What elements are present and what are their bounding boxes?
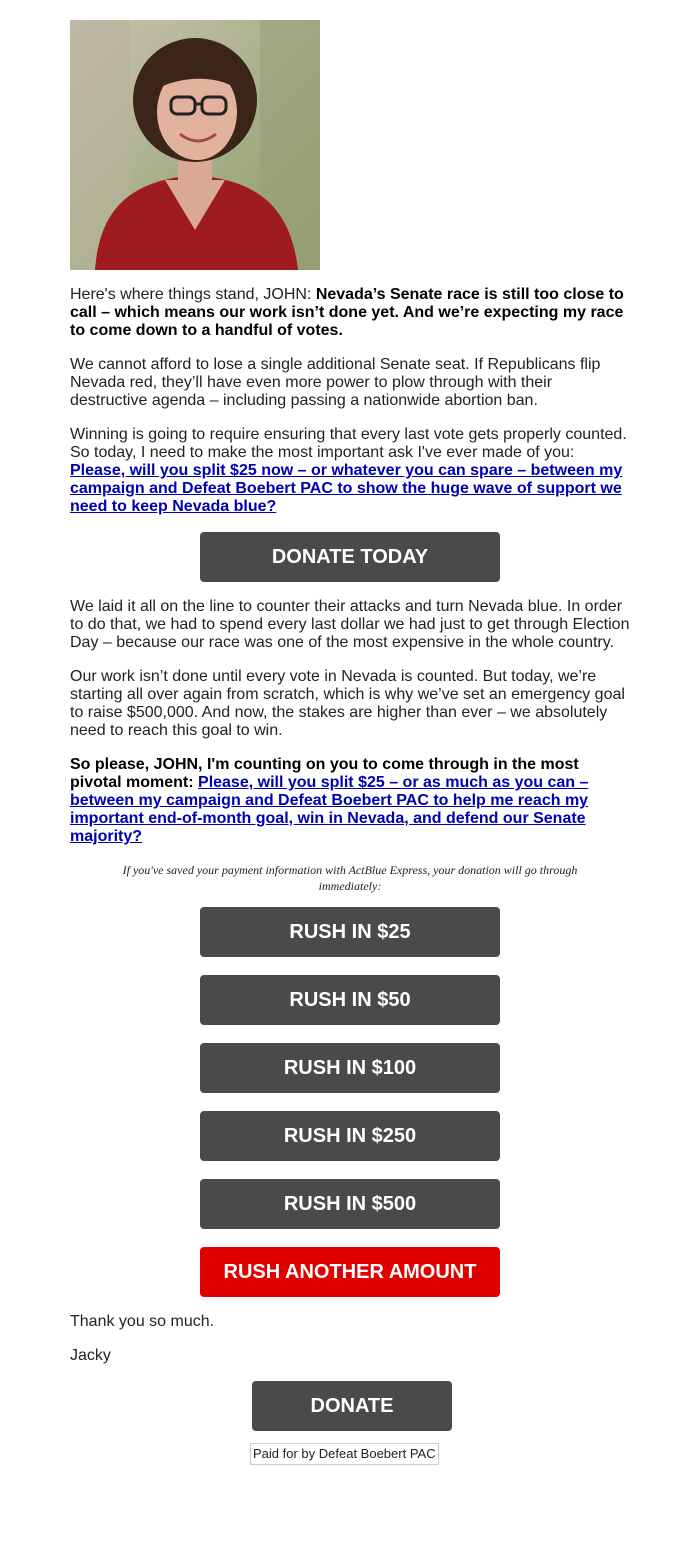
signature: Jacky — [70, 1347, 111, 1364]
paragraph-4: We laid it all on the line to counter their attacks and turn Nevada blue. In order to do that, we had to spend every last dollar we had just to get through Election Day – because our race was one of the most expensive in the whole country. — [70, 598, 630, 651]
rush-250-button[interactable]: RUSH IN $250 — [200, 1111, 500, 1161]
split-25-link[interactable]: Please, will you split $25 now – or whatever you can spare – between my campaign and Defeat Boebert PAC to show the huge wave of support we need to keep Nevada blue? — [70, 462, 623, 515]
paragraph-6 — [70, 756, 630, 846]
intro-paragraph — [70, 286, 630, 340]
donate-button[interactable]: DONATE — [252, 1381, 452, 1431]
portrait-image — [70, 20, 320, 270]
donate-today-button[interactable]: DONATE TODAY — [200, 532, 500, 582]
paragraph-3-text: Winning is going to require ensuring that every last vote gets properly counted. So today, I need to make the most important ask I've ever made of you: — [70, 426, 627, 461]
rush-500-button[interactable]: RUSH IN $500 — [200, 1179, 500, 1229]
paragraph-6-bold: So please, JOHN, I'm counting on you to come through in the most pivotal moment: — [70, 756, 579, 791]
rush-100-button[interactable]: RUSH IN $100 — [200, 1043, 500, 1093]
thanks-text: Thank you so much. — [70, 1313, 215, 1330]
rush-25-button[interactable]: RUSH IN $25 — [200, 907, 500, 957]
paid-for-disclaimer: Paid for by Defeat Boebert PAC — [250, 1443, 439, 1465]
candidate-photo — [70, 20, 320, 270]
intro-lead: Here's where things stand, JOHN: — [70, 286, 316, 303]
end-of-month-link[interactable]: Please, will you split $25 – or as much as you can – between my campaign and Defeat Boebert PAC to help me reach my important end-of-month goal, win in Nevada, and defend our Senate majority? — [70, 774, 589, 845]
paragraph-3 — [70, 426, 630, 516]
paragraph-2: We cannot afford to lose a single additional Senate seat. If Republicans flip Nevada red, they’ll have even more power to plow through with their destructive agenda – including passing a nationwide abortion ban. — [70, 356, 601, 409]
paragraph-5: Our work isn’t done until every vote in Nevada is counted. But today, we’re starting all over again from scratch, which is why we’ve set an emergency goal to raise $500,000. And now, the stakes are higher than ever – we absolutely need to reach this goal to win. — [70, 668, 625, 739]
actblue-express-note: If you've saved your payment information with ActBlue Express, your donation will go through immediately: — [122, 863, 578, 893]
rush-another-amount-button[interactable]: RUSH ANOTHER AMOUNT — [200, 1247, 500, 1297]
rush-50-button[interactable]: RUSH IN $50 — [200, 975, 500, 1025]
intro-bold: Nevada’s Senate race is still too close to call – which means our work isn’t done yet. And we’re expecting my race to come down to a handful of votes. — [70, 286, 624, 339]
